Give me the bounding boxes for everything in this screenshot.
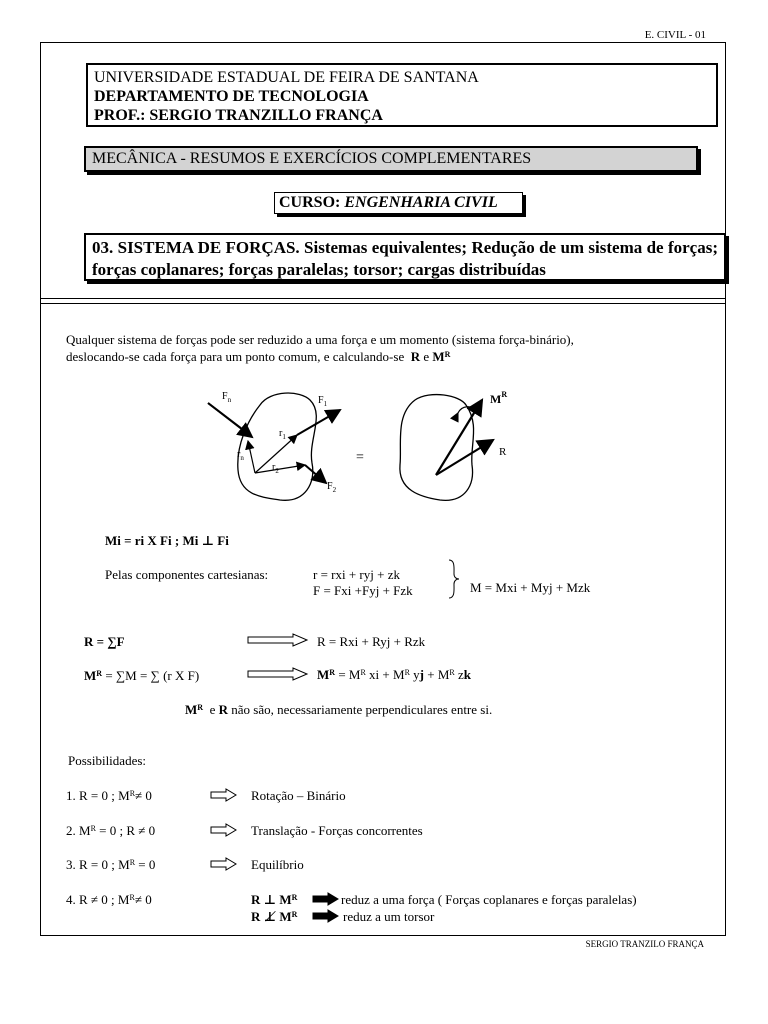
implies-arrow-4a — [312, 892, 340, 906]
label-r2: $r_2$ — [272, 462, 279, 475]
formula-r-components: r = rxi + ryj + zk — [313, 567, 400, 582]
force-f2-arrow — [305, 465, 326, 483]
course-value: ENGENHARIA CIVIL — [344, 194, 498, 211]
possibility-1: 1. R = 0 ; $M^R\ne 0$ — [66, 788, 152, 803]
possibility-1-result: Rotação – Binário — [251, 788, 346, 803]
possibility-4: 4. R ≠ 0 ; $M^R\ne 0$ — [66, 892, 152, 907]
position-vector-rn — [248, 441, 255, 473]
formula-mr-vector: $M^R = M^R$ xi + $M^R$ yj + $M^R$ zk — [317, 667, 471, 682]
label-f2: $F_2$ — [327, 481, 337, 494]
force-system-diagram — [200, 385, 540, 510]
department-name: DEPARTAMENTO DE TECNOLOGIA — [94, 88, 369, 105]
equals-sign: = — [356, 450, 364, 465]
right-brace — [447, 558, 461, 600]
label-fn: $F_n$ — [222, 391, 232, 404]
implies-arrow-2 — [247, 667, 309, 681]
implies-arrow-p3 — [210, 857, 238, 871]
course-label: CURSO: — [279, 194, 341, 211]
right-rigid-body — [400, 395, 474, 501]
label-r: R — [499, 446, 507, 458]
cartesian-intro: Pelas componentes cartesianas: — [105, 567, 269, 582]
section-title: 03. SISTEMA DE FORÇAS. Sistemas equivalentes; Redução de um sistema de forças; forças coplanares; forças paralelas; torsor; cargas distribuídas — [84, 233, 726, 281]
case-4b-condition: R ⊥̸ $M^R$ — [251, 909, 298, 924]
formula-r-sum: R = ∑F — [84, 634, 125, 649]
possibility-2-result: Translação - Forças concorrentes — [251, 823, 423, 838]
formula-mr-sum: $M^R = \sum M$ = ∑ (r X F) — [84, 668, 200, 683]
section-divider — [40, 298, 726, 304]
label-mr: $M^R$ — [490, 390, 508, 406]
possibility-2: 2. $M^R = 0$ ; R ≠ 0 — [66, 823, 156, 838]
intro-line-1: Qualquer sistema de forças pode ser reduzido a uma força e um momento (sistema força-binário), — [66, 332, 574, 347]
university-name: UNIVERSIDADE ESTADUAL DE FEIRA DE SANTANA — [94, 69, 479, 86]
case-4b-result: reduz a um torsor — [343, 909, 435, 924]
implies-arrow-p1 — [210, 788, 238, 802]
formula-m-components: M = Mxi + Myj + Mzk — [470, 580, 591, 595]
implies-arrow-4b — [312, 909, 340, 923]
intro-line-2: deslocando-se cada força para um ponto comum, e calculando-se R e $M^R$ — [66, 349, 451, 364]
case-4a-condition: R ⊥ $M^R$ — [251, 892, 298, 907]
possibilities-title: Possibilidades: — [68, 753, 147, 768]
possibility-3: 3. R = 0 ; $M^R = 0$ — [66, 857, 156, 872]
perpendicular-note: $M^R$ e R não são, necessariamente perpendiculares entre si. — [185, 702, 493, 717]
label-rn: $r_n$ — [237, 449, 244, 462]
footer-author: SERGIO TRANZILO FRANÇA — [585, 939, 704, 949]
label-f1: $F_1$ — [318, 395, 328, 408]
course-banner — [274, 192, 523, 214]
page-label: E. CIVIL - 01 — [644, 29, 706, 41]
institution-header — [86, 63, 718, 127]
formula-mi: Mi = ri X Fi ; Mi ⊥ Fi — [105, 533, 229, 548]
resultant-force-arrow — [436, 440, 493, 475]
implies-arrow-1 — [247, 633, 309, 647]
subject-banner: MECÂNICA - RESUMOS E EXERCÍCIOS COMPLEMENTARES — [84, 146, 698, 172]
professor-name: PROF.: SERGIO TRANZILLO FRANÇA — [94, 107, 383, 124]
possibility-3-result: Equilíbrio — [251, 857, 304, 872]
formula-f-components: F = Fxi +Fyj + Fzk — [313, 583, 413, 598]
case-4a-result: reduz a uma força ( Forças coplanares e forças paralelas) — [341, 892, 637, 907]
force-fn-arrow — [208, 403, 252, 437]
label-r1: $r_1$ — [279, 428, 286, 441]
implies-arrow-p2 — [210, 823, 238, 837]
intro-line-2-text: deslocando-se cada força para um ponto comum, e calculando-se — [66, 349, 405, 364]
force-f1-arrow — [297, 410, 340, 435]
formula-r-vector: R = Rxi + Ryj + Rzk — [317, 634, 426, 649]
